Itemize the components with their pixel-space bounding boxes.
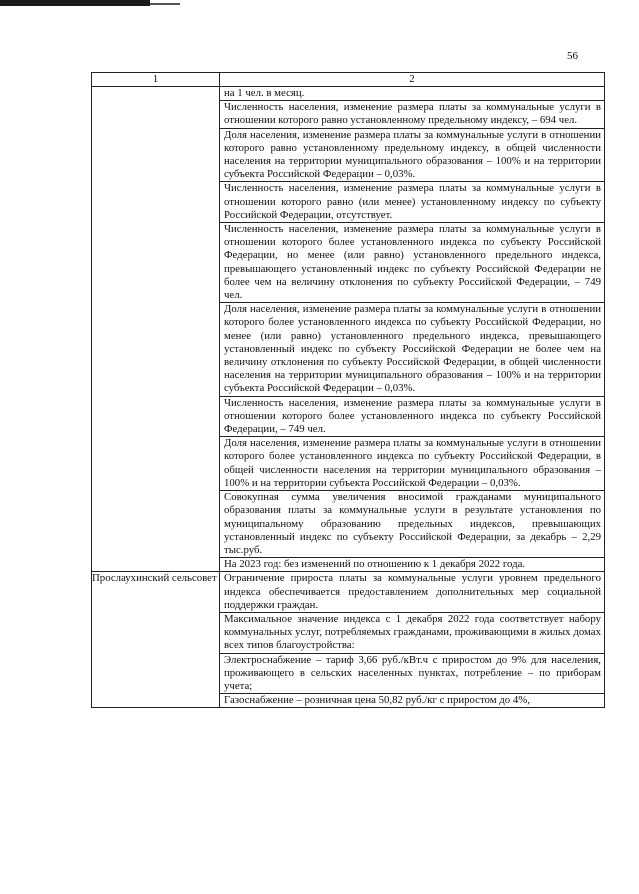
table-row — [92, 572, 605, 708]
paragraph: Доля населения, изменение размера платы за коммунальные услуги в отношении которого равно установленному предельному индексу, в общей численности населения на территории муниципального образования – 100% и на территории субъекта Российской Федерации – 0,03%. — [220, 129, 604, 183]
paragraph: на 1 чел. в месяц. — [220, 87, 604, 101]
paragraph: Численность населения, изменение размера платы за коммунальные услуги в отношении которого равно (или менее) установленному индексу по субъекту Российской Федерации, отсутствует. — [220, 182, 604, 223]
paragraph: Численность населения, изменение размера платы за коммунальные услуги в отношении которого более установленного индекса по субъекту Российской Федерации, – 749 чел. — [220, 397, 604, 438]
paragraph: Максимальное значение индекса с 1 декабря 2022 года соответствует набору коммунальных услуг, потребляемых гражданами, проживающими в жилых домах всех типов благоустройства: — [220, 613, 604, 654]
table-header-row — [92, 73, 605, 87]
subject-cell — [92, 87, 220, 572]
page-number: 56 — [567, 50, 578, 62]
paragraph: Доля населения, изменение размера платы за коммунальные услуги в отношении которого более установленного индекса по субъекту Российской Федерации, но менее (или равно) установленного предельного индекса, превышающего установленный индекс по субъекту Российской Федерации не более чем на величину отклонения по субъекту Российской Федерации, в общей численности населения на территории муниципального образования – 100% и на территории субъекта Российской Федерации – 0,03%. — [220, 303, 604, 396]
paragraph: Электроснабжение – тариф 3,66 руб./кВт.ч с приростом до 9% для населения, проживающего в сельских населенных пунктах, потребление – по приборам учета; — [220, 654, 604, 695]
content-cell — [220, 572, 605, 708]
paragraph: Совокупная сумма увеличения вносимой гражданами муниципального образования платы за коммунальные услуги в результате установления по муниципальному образованию предельных индексов, превышающих установленный индекс по субъекту Российской Федерации, за декабрь – 2,29 тыс.руб. — [220, 491, 604, 558]
table-row — [92, 87, 605, 572]
paragraph: Ограничение прироста платы за коммунальные услуги уровнем предельного индекса обеспечивается предоставлением дополнительных мер социальной поддержки граждан. — [220, 572, 604, 613]
document-table — [91, 72, 605, 708]
paragraph: На 2023 год: без изменений по отношению к 1 декабря 2022 года. — [224, 558, 526, 571]
paragraph: Численность населения, изменение размера платы за коммунальные услуги в отношении которого более установленного индекса по субъекту Российской Федерации, но менее (или равно) установленного предельного индекса, превышающего установленный индекс по субъекту Российской Федерации не более чем на величину отклонения по субъекту Российской Федерации, – 749 чел. — [220, 223, 604, 303]
paragraph: Численность населения, изменение размера платы за коммунальные услуги в отношении которого равно установленному предельному индексу, – 694 чел. — [220, 101, 604, 128]
content-cell — [220, 87, 605, 572]
paragraph: Доля населения, изменение размера платы за коммунальные услуги в отношении которого более установленного индекса по субъекту Российской Федерации, в общей численности населения на территории муниципального образования – 100% и на территории субъекта Российской Федерации – 0,03%. — [220, 437, 604, 491]
paragraph: Газоснабжение – розничная цена 50,82 руб./кг с приростом до 4%, — [224, 694, 530, 707]
column-header: 1 — [92, 73, 220, 87]
column-header: 2 — [220, 73, 605, 87]
subject-cell: Прослаухинский сельсовет — [92, 572, 220, 708]
scan-artifact-bar — [0, 0, 150, 6]
scan-artifact-line — [150, 3, 180, 5]
